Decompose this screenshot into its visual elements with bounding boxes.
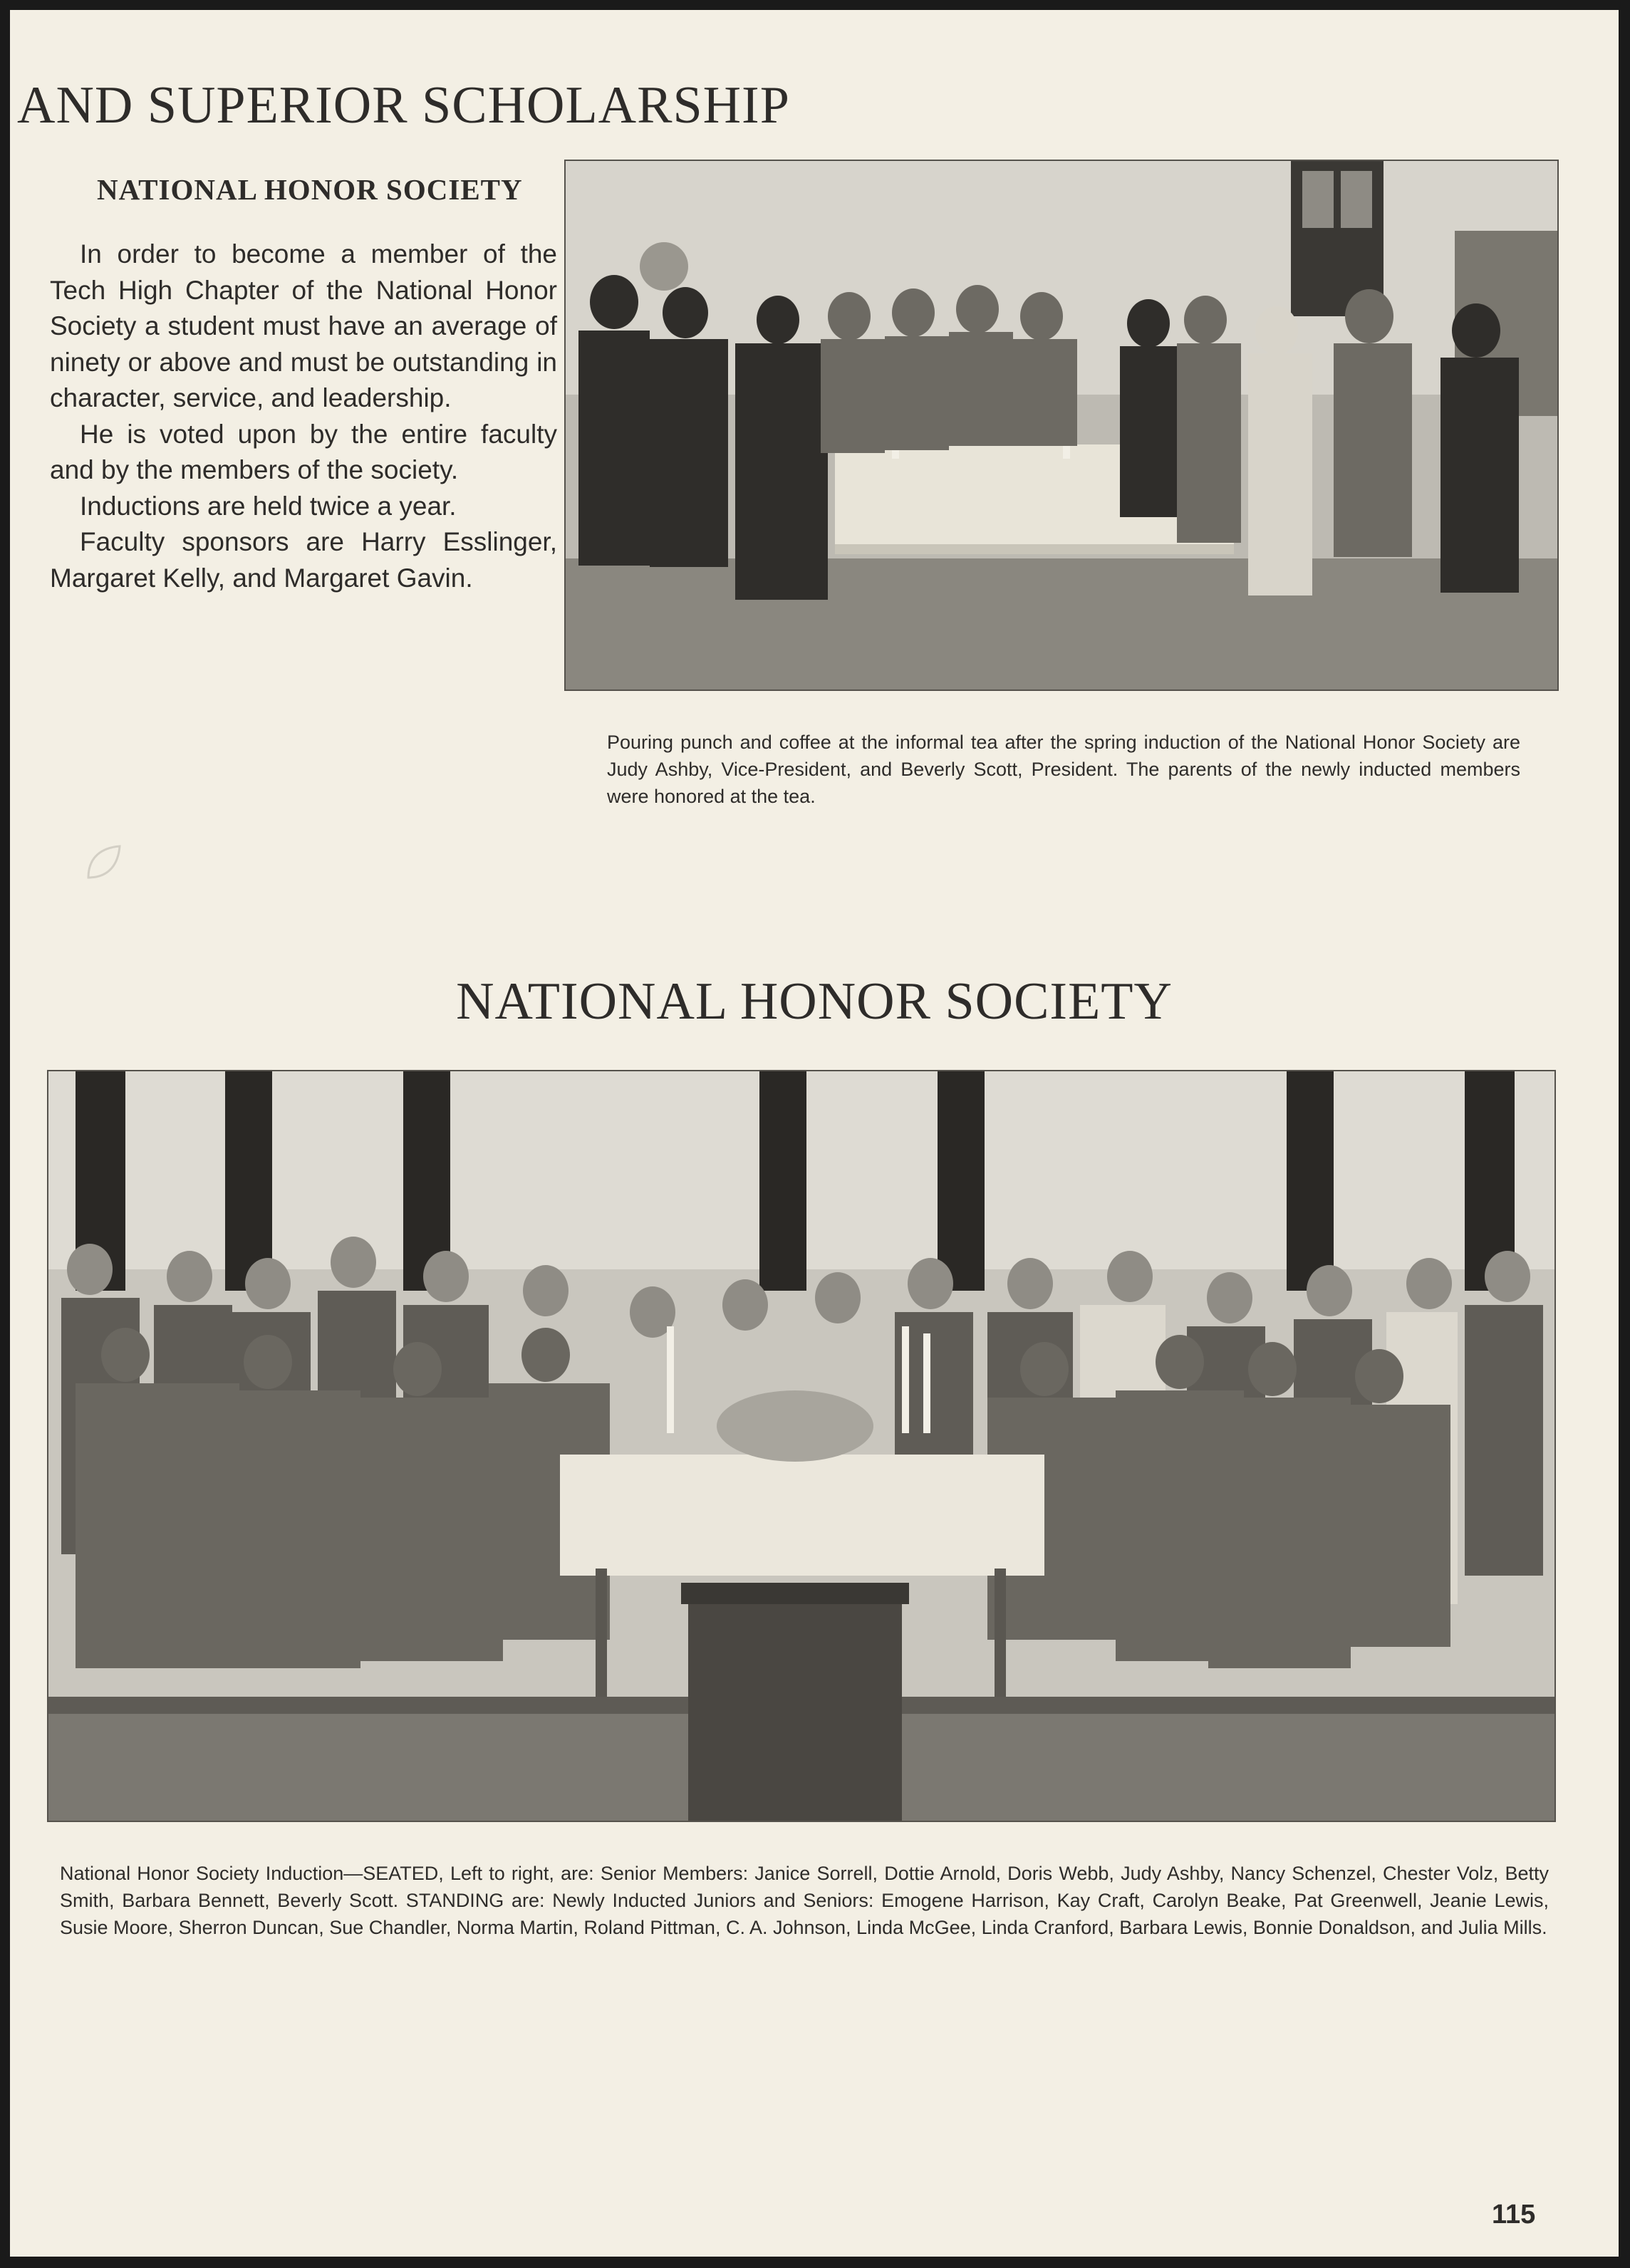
article-body — [50, 236, 557, 596]
induction-photo-caption: National Honor Society Induction—SEATED, Left to right, are: Senior Members: Janice Sorrell, Dottie Arnold, Doris Webb, Judy Ashby, Nancy Schenzel, Chester Volz, Betty Smith, Barbara Bennett, Beverly Scott. STANDING are: Newly Inducted Juniors and Seniors: Emogene Harrison, Kay Craft, Carolyn Beake, Pat Greenwell, Jeanie Lewis, Susie Moore, Sherron Duncan, Sue Chandler, Norma Martin, Roland Pittman, C. A. Johnson, Linda McGee, Linda Cranford, Barbara Lewis, Bonnie Donaldson, and Julia Mills. — [60, 1863, 1549, 1938]
section-title: NATIONAL HONOR SOCIETY — [456, 972, 1173, 1031]
article-paragraph: In order to become a member of the Tech High Chapter of the National Honor Society a student must have an average of ninety or above and must be outstanding in character, service, and leadership. — [50, 239, 557, 412]
tea-photo-image — [564, 160, 1559, 691]
induction-photo-image — [47, 1070, 1556, 1822]
page-number: 115 — [1492, 2200, 1536, 2230]
tea-photo-caption: Pouring punch and coffee at the informal tea after the spring induction of the National Honor Society are Judy Ashby, Vice-President, and Beverly Scott, President. The parents of the newly inducted members were honored at the tea. — [607, 732, 1520, 807]
leaf-mark-icon — [81, 842, 124, 885]
article-subhead: NATIONAL HONOR SOCIETY — [97, 173, 523, 206]
article-paragraph: He is voted upon by the entire faculty and by the members of the society. — [50, 419, 557, 484]
page-headline: AND SUPERIOR SCHOLARSHIP — [17, 76, 790, 135]
induction-photo — [47, 1070, 1556, 1822]
article-paragraph: Inductions are held twice a year. — [80, 491, 457, 521]
tea-photo — [564, 160, 1559, 691]
yearbook-page — [10, 10, 1619, 2257]
article-paragraph: Faculty sponsors are Harry Esslinger, Margaret Kelly, and Margaret Gavin. — [50, 527, 557, 593]
